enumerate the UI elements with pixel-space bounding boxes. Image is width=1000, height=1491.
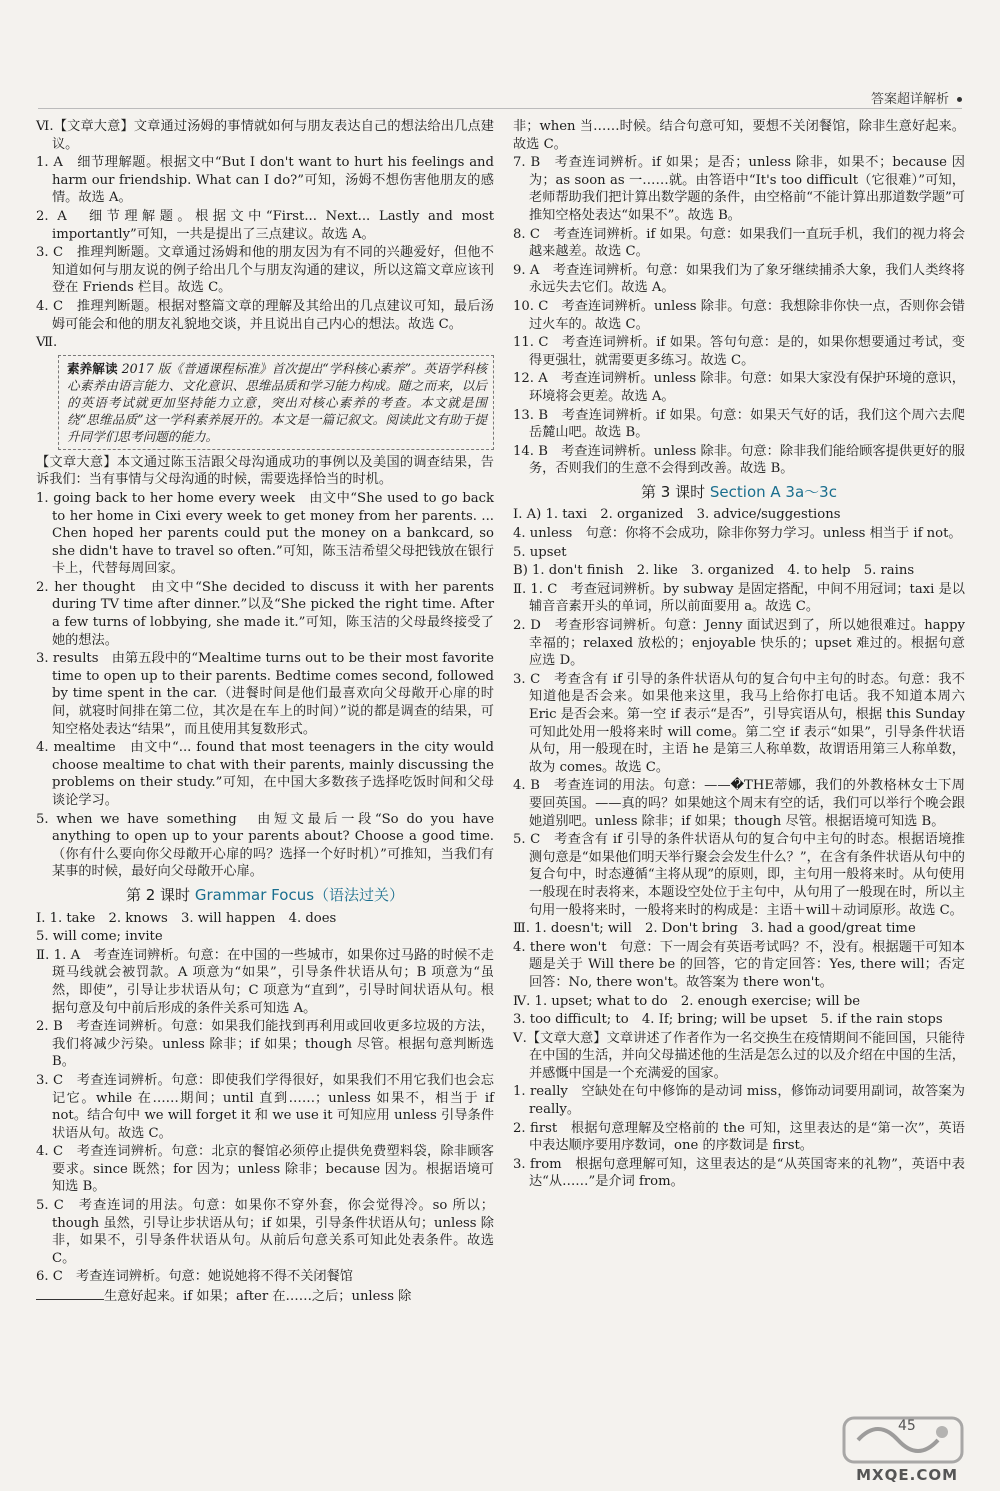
answer-item: B) 1. don't finish 2. like 3. organized 4. to help 5. rains <box>513 563 915 579</box>
literacy-note-text: 2017 版《普通课程标准》首次提出“学科核心素养”。英语学科核心素养由语言能力、文化意识、思维品质和学习能力构成。随之而来，以后的英语考试就更加坚持能力立意，突出对核心素养的考查。本文就是围绕“思维品质”这一学科素养展开的。本文是一篇记叙文。阅读此文有助于提升同学们思考问题的能力。 <box>67 360 487 444</box>
answer-item: 2. B 考查连词辨析。句意：如果我们能找到再利用或回收更多垃圾的方法，我们将减少污染。unless 除非；if 如果；though 尽管。根据句意判断选 B。 <box>36 1019 494 1070</box>
answer-item: 4. unless 句意：你将不会成功，除非你努力学习。unless 相当于 if not。 <box>513 526 962 542</box>
passage-summary: 【文章大意】本文通过陈玉洁跟父母沟通成功的事例以及美国的调查结果，告诉我们：当有事情与父母沟通的时候，需要选择恰当的时机。 <box>36 454 494 488</box>
lesson-title: Grammar Focus（语法过关） <box>194 885 405 904</box>
answer-item: 2. first 根据句意理解及空格前的 the 可知，这里表达的是“第一次”，英语中表达顺序要用序数词，one 的序数词是 first。 <box>513 1120 965 1154</box>
header-title: 答案超详解析 <box>870 92 949 107</box>
answer-item: Ⅲ. 1. doesn't; will 2. Don't bring 3. had a good/great time <box>513 921 916 937</box>
answer-item: Ⅰ. 1. take 2. knows 3. will happen 4. does <box>36 910 337 926</box>
watermark-logo-icon <box>838 1410 968 1474</box>
answer-item-continued: 非；when 当……时候。结合句意可知，要想不关闭餐馆，除非生意好起来。故选 C。 <box>513 119 965 152</box>
lesson-heading <box>36 887 494 905</box>
answer-item: Ⅳ. 1. upset; what to do 2. enough exercise; will be <box>513 993 861 1009</box>
left-column <box>36 118 494 1306</box>
literacy-note-title: 素养解读 <box>67 360 118 376</box>
answer-item-text: 生意好起来。if 如果；after 在……之后；unless 除 <box>104 1289 412 1305</box>
answer-item: 4. mealtime 由文中“... found that most teenagers in the city would choose mealtime to chat with their parents, mainly discussing the problems on their study.”可知，在中国大多数孩子选择吃饭时间和父母谈论学习。 <box>36 740 494 808</box>
answer-item: 4. B 考查连词的用法。句意：——�THE蒂娜，我们的外教格林女士下周要回英国。——真的吗？如果她这个周末有空的话，我们可以举行个晚会跟她道别吧。unless 除非；if 如果；though 尽管。根据语境可知选 B。 <box>513 778 965 829</box>
answer-item-continued <box>36 1287 494 1306</box>
answer-item: 5. will come; invite <box>36 929 163 945</box>
answer-item: 3. from 根据句意理解可知，这里表达的是“从英国寄来的礼物”，英语中表达“从……”是介词 from。 <box>513 1156 965 1190</box>
answer-item: 7. B 考查连词辨析。if 如果；是否；unless 除非，如果不；because 因为；as soon as 一……就。由答语中“It's too difficult（它很难）”可知，老师帮助我们把计算出数学题的条件，由空格前“不能计算出那道数学题”可推知空格处表达“如果不”。故选 B。 <box>513 155 965 223</box>
answer-item: 3. too difficult; to 4. If; bring; will be upset 5. if the rain stops <box>513 1012 943 1028</box>
answer-item: 3. C 考查连词辨析。句意：即使我们学得很好，如果我们不用它我们也会忘记它。while 在……期间；until 直到……；unless 如果不，相当于 if not。结合句中 we will forget it 和 we use it 可知应用 unless 引导条件状语从句。故选 C。 <box>36 1072 494 1141</box>
page-header <box>871 88 962 107</box>
watermark-text: MXQE.COM <box>856 1466 958 1484</box>
answer-item: 3. results 由第五段中的“Mealtime turns out to be their most favorite time to open up to their parents. Bedtime comes second, followed by time spent in the car.（进餐时间是他们最喜欢向父母敞开心扉的时间，就寝时间排在第二位，其次是在车上的时间）”说的都是调查的结果，可知空格处表达“结果”，而且使用其复数形式。 <box>36 651 494 737</box>
answer-item: 1. A 细节理解题。根据文中“But I don't want to hurt his feelings and harm our friendship. What can I do?”可知，汤姆不想伤害他朋友的感情。故选 A。 <box>36 155 494 206</box>
answer-item: 4. C 考查连词辨析。句意：北京的餐馆必须停止提供免费塑料袋，除非顾客要求。since 既然；for 因为；unless 除非；because 因为。根据语境可知选 B。 <box>36 1144 494 1195</box>
right-column <box>513 118 965 1191</box>
lesson-number: 第 3 课时 <box>641 482 706 501</box>
answer-item: 5. C 考查连词的用法。句意：如果你不穿外套，你会觉得冷。so 所以；though 虽然，引导让步状语从句；if 如果，引导条件状语从句；unless 除非，如果不，引导条件状语从句。从前后句意关系可知此处表条件。故选 C。 <box>36 1198 494 1266</box>
section-label: Ⅶ. <box>36 335 58 351</box>
answer-item: 4. there won't 句意：下一周会有英语考试吗？不，没有。根据题干可知本题是关于 Will there be 的回答，它的肯定回答：Yes, there will；否定回答：No, there won't。故答案为 there won't。 <box>513 939 965 990</box>
answer-item: 14. B 考查连词辨析。unless 除非。句意：除非我们能给顾客提供更好的服务，否则我们的生意不会得到改善。故选 B。 <box>513 443 965 477</box>
answer-item: 3. C 考查含有 if 引导的条件状语从句的复合句中主句的时态。句意：我不知道他是否会来。如果他来这里，我马上给你打电话。我不知道本周六 Eric 是否会来。第一空 if 表示“是否”，引导宾语从句，根据 this Sunday 可知此处用一般将来时 will come。第二空 if 表示“如果”，引导条件状语从句，用一般现在时，主语 he 是第三人称单数，故谓语用第三人称单数，故为 comes。故选 C。 <box>513 671 965 775</box>
lesson-title: Section A 3a～3c <box>709 482 837 501</box>
answer-item: 4. C 推理判断题。根据对整篇文章的理解及其给出的几点建议可知，最后汤姆可能会和他的朋友礼貌地交谈，并且说出自己内心的想法。故选 C。 <box>36 298 494 332</box>
answer-item: Ⅰ. A) 1. taxi 2. organized 3. advice/suggestions <box>513 507 841 523</box>
header-dot-icon <box>957 97 962 102</box>
answer-item: Ⅱ. 1. A 考查连词辨析。句意：在中国的一些城市，如果你过马路的时候不走斑马线就会被罚款。A 项意为“如果”，引导条件状语从句；B 项意为“虽然，即使”，引导让步状语从句；C 项意为“直到”，引导时间状语从句。根据句意及句中前后形成的条件关系可知选 A。 <box>36 947 494 1016</box>
answer-item: 3. C 推理判断题。文章通过汤姆和他的朋友因为有不同的兴趣爱好，但他不知道如何与朋友说的例子给出几个与朋友沟通的建议，所以这篇文章应该刊登在 Friends 栏目。故选 C。 <box>36 245 494 296</box>
answer-item: 2. D 考查形容词辨析。句意：Jenny 面试迟到了，所以她很难过。happy 幸福的；relaxed 放松的；enjoyable 快乐的；upset 难过的。根据句意应选 D。 <box>513 618 965 669</box>
page-number: 45 <box>898 1418 916 1434</box>
answer-item: 5. C 考查含有 if 引导的条件状语从句的复合句中主句的时态。根据语境推测句意是“如果他们明天举行聚会会发生什么？”，在含有条件状语从句中的复合句中，时态遵循“主将从现”的原则，即，主句用一般将来时。从句使用一般现在时表将来，本题设空处位于主句中，从句用了一般现在时，所以主句用一般将来时，一般将来时的构成是：主语＋will＋动词原形。故选 C。 <box>513 832 965 918</box>
answer-item: 6. C 考查连词辨析。句意：她说她将不得不关闭餐馆 <box>36 1269 353 1285</box>
answer-item: 8. C 考查连词辨析。if 如果。句意：如果我们一直玩手机，我们的视力将会越来越差。故选 C。 <box>513 226 965 260</box>
passage-summary: Ⅴ.【文章大意】文章讲述了作者作为一名交换生在疫情期间不能回国，只能待在中国的生活，并向父母描述他的生活是怎么过的以及介绍在中国的生活，并感慨中国是一个充满爱的国家。 <box>513 1030 965 1081</box>
answer-item: 5. when we have something 由短文最后一段“So do you have anything to open up to your parents about? Choose a good time.（你有什么要向你父母敞开心扉的吗？选择一个好时机）”可推知，当我们有某事的时候，最好向父母敞开心扉。 <box>36 811 494 880</box>
answer-item: 10. C 考查连词辨析。unless 除非。句意：我想除非你快一点，否则你会错过火车的。故选 C。 <box>513 298 965 332</box>
answer-item: 9. A 考查连词辨析。句意：如果我们为了象牙继续捕杀大象，我们人类终将永远失去它们。故选 A。 <box>513 262 965 296</box>
answer-item: 5. upset <box>513 544 567 560</box>
answer-item: 12. A 考查连词辨析。unless 除非。句意：如果大家没有保护环境的意识，环境将会更差。故选 A。 <box>513 371 965 404</box>
answer-item: 2. A 细节理解题。根据文中“First... Next... Lastly and most importantly”可知，一共是提出了三点建议。故选 A。 <box>36 208 494 242</box>
header-rule <box>38 108 962 109</box>
lesson-heading <box>513 484 965 502</box>
passage-summary: Ⅵ.【文章大意】文章通过汤姆的事情就如何与朋友表达自己的想法给出几点建议。 <box>36 119 494 152</box>
answer-item: 11. C 考查连词辨析。if 如果。答句句意：是的，如果你想要通过考试，变得更强壮，就需要更多练习。故选 C。 <box>513 335 965 368</box>
literacy-note-box <box>58 355 494 450</box>
fill-blank <box>36 1287 104 1300</box>
answer-item: 13. B 考查连词辨析。if 如果。句意：如果天气好的话，我们这个周六去爬岳麓山吧。故选 B。 <box>513 407 965 441</box>
answer-item: 1. going back to her home every week 由文中“She used to go back to her home in Cixi every week to get money from her parents. ... Chen hoped her parents could put the money on a bankcard, so she didn't have to travel so often.”可知，陈玉洁希望父母把钱放在银行卡上，代替每周回家。 <box>36 490 494 577</box>
answer-item: Ⅱ. 1. C 考查冠词辨析。by subway 是固定搭配，中间不用冠词；taxi 是以辅音音素开头的单词，所以前面要用 a。故选 C。 <box>513 581 965 615</box>
answer-item: 1. really 空缺处在句中修饰的是动词 miss，修饰动词要用副词，故答案为 really。 <box>513 1084 965 1118</box>
lesson-number: 第 2 课时 <box>125 885 191 904</box>
answer-item: 2. her thought 由文中“She decided to discuss it with her parents during TV time after dinner.”以及“She picked the right time. After a few turns of lobbying, she made it.”可知，陈玉洁的父母最终接受了她的想法。 <box>36 579 494 648</box>
